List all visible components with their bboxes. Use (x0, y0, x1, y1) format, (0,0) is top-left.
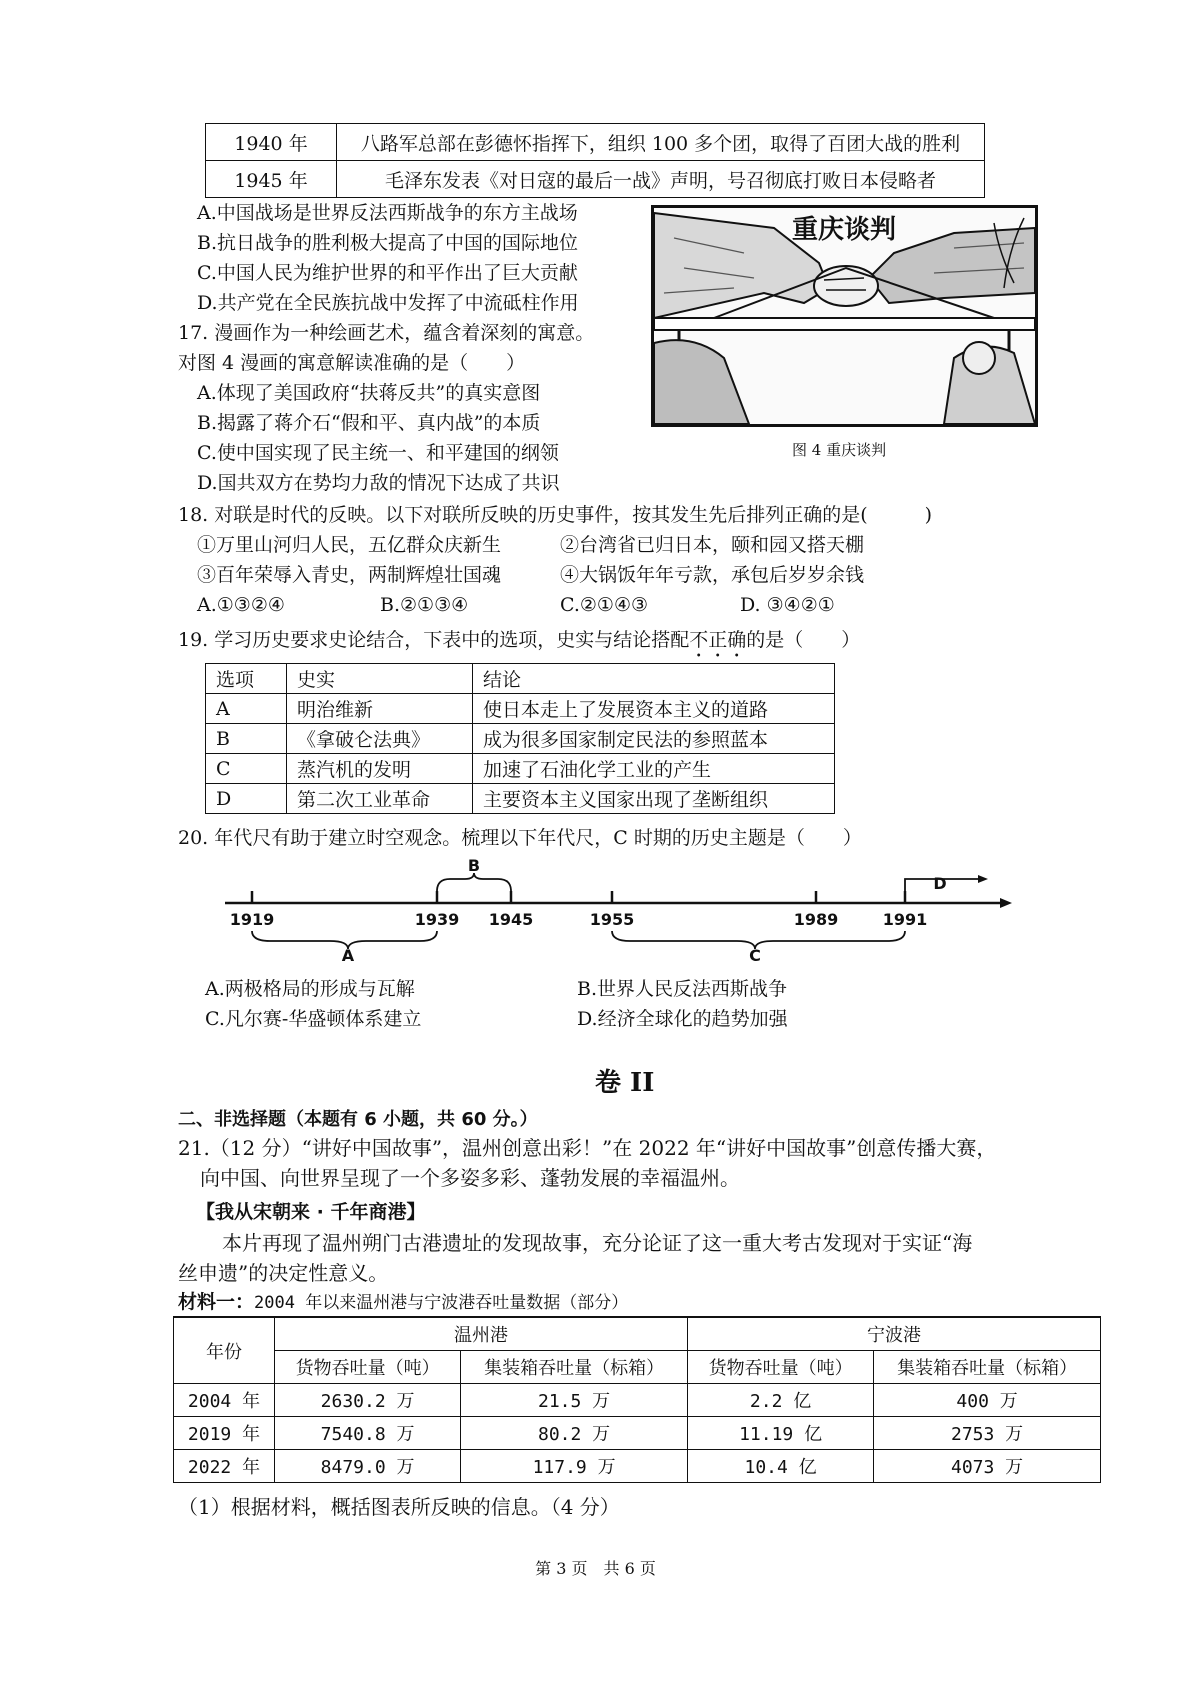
table-row (174, 1384, 1101, 1417)
q16-option-b: B.抗日战争的胜利极大提高了中国的国际地位 (197, 232, 579, 254)
q20-option-a: A.两极格局的形成与瓦解 (205, 978, 415, 1000)
q18-option-b: B.②①③④ (380, 594, 469, 616)
q16-option-d: D.共产党在全民族抗战中发挥了中流砥柱作用 (197, 292, 579, 314)
bracket-b (437, 873, 511, 891)
year-cell: 2019 年 (174, 1417, 275, 1450)
subheader-container-nb: 集装箱吞吐量（标箱） (874, 1351, 1101, 1384)
year-label-1989: 1989 (793, 910, 839, 929)
year-label-1939: 1939 (414, 910, 460, 929)
event-cell: 八路军总部在彭德怀指挥下，组织 100 多个团，取得了百团大战的胜利 (337, 124, 985, 161)
q20-stem: 20. 年代尺有助于建立时空观念。梳理以下年代尺，C 时期的历史主题是（ ） (178, 827, 862, 849)
data-cell: 117.9 万 (461, 1450, 688, 1483)
q16-option-a: A.中国战场是世界反法西斯战争的东方主战场 (197, 202, 578, 224)
material-caption (178, 1289, 628, 1316)
q16-option-c: C.中国人民为维护世界的和平作出了巨大贡献 (197, 262, 578, 284)
conclusion-cell: 成为很多国家制定民法的参照蓝本 (473, 724, 835, 754)
year-label-1955: 1955 (589, 910, 635, 929)
fact-cell: 明治维新 (287, 694, 473, 724)
header-wenzhou: 温州港 (275, 1317, 688, 1351)
fact-cell: 第二次工业革命 (287, 784, 473, 814)
year-label-1945: 1945 (488, 910, 534, 929)
q19-stem-pre: 19. 学习历史要求史论结合，下表中的选项，史实与结论搭配 (178, 629, 690, 651)
q19-stem-post: 的是（ ） (746, 629, 861, 651)
header-option: 选项 (206, 664, 287, 694)
year-label-1991: 1991 (882, 910, 928, 929)
data-cell: 2630.2 万 (275, 1384, 461, 1417)
paragraph-line1: 本片再现了温州朔门古港遗址的发现故事，充分论证了这一重大考古发现对于实证“海 (222, 1231, 973, 1255)
data-cell: 2.2 亿 (687, 1384, 873, 1417)
cartoon-image (651, 205, 1038, 427)
period-label-b: B (467, 856, 481, 875)
header-conclusion: 结论 (473, 664, 835, 694)
q18-couplet-4: ④大锅饭年年亏款，承包后岁岁余钱 (560, 564, 865, 586)
q18-option-c: C.②①④③ (560, 594, 649, 616)
data-cell: 400 万 (874, 1384, 1101, 1417)
q17-option-c: C.使中国实现了民主统一、和平建国的纲领 (197, 442, 559, 464)
option-cell: D (206, 784, 287, 814)
q20-option-b: B.世界人民反法西斯战争 (577, 978, 788, 1000)
q18-couplet-2: ②台湾省已归日本，颐和园又搭天棚 (560, 534, 865, 556)
year-cell: 1940 年 (206, 124, 337, 161)
part-heading: 二、非选择题（本题有 6 小题，共 60 分。） (178, 1109, 538, 1130)
table-subheader-row (174, 1351, 1101, 1384)
year-cell: 2022 年 (174, 1450, 275, 1483)
event-cell: 毛泽东发表《对日寇的最后一战》声明，号召彻底打败日本侵略者 (337, 161, 985, 198)
data-cell: 2753 万 (874, 1417, 1101, 1450)
q20-option-c: C.凡尔赛-华盛顿体系建立 (205, 1008, 422, 1030)
table-row (206, 694, 835, 724)
fact-cell: 《拿破仑法典》 (287, 724, 473, 754)
q17-option-a: A.体现了美国政府“扶蒋反共”的真实意图 (197, 382, 541, 404)
data-cell: 10.4 亿 (687, 1450, 873, 1483)
cartoon-caption: 图 4 重庆谈判 (792, 441, 887, 459)
table-header-row (174, 1317, 1101, 1351)
q19-stem-emphasis: 不正确 (689, 629, 747, 651)
data-cell: 11.19 亿 (687, 1417, 873, 1450)
q18-option-a: A.①③②④ (197, 594, 285, 616)
data-cell: 80.2 万 (461, 1417, 688, 1450)
q21-stem-line2: 向中国、向世界呈现了一个多姿多彩、蓬勃发展的幸福温州。 (200, 1166, 740, 1190)
period-label-c: C (749, 946, 761, 965)
port-throughput-table (173, 1316, 1101, 1483)
page-footer: 第 3 页 共 6 页 (535, 1559, 656, 1578)
table-row (206, 124, 985, 161)
option-cell: B (206, 724, 287, 754)
q21-sub1: （1）根据材料，概括图表所反映的信息。（4 分） (178, 1495, 620, 1519)
year-cell: 2004 年 (174, 1384, 275, 1417)
header-ningbo: 宁波港 (687, 1317, 1100, 1351)
table-row (206, 161, 985, 198)
header-fact: 史实 (287, 664, 473, 694)
data-cell: 21.5 万 (461, 1384, 688, 1417)
material-text: 2004 年以来温州港与宁波港吞吐量数据（部分） (254, 1293, 629, 1313)
data-cell: 7540.8 万 (275, 1417, 461, 1450)
table-row (174, 1417, 1101, 1450)
option-cell: C (206, 754, 287, 784)
header-year: 年份 (174, 1317, 275, 1384)
q20-option-d: D.经济全球化的趋势加强 (577, 1008, 788, 1030)
section-subtitle: 【我从宋朝来 · 千年商港】 (196, 1201, 426, 1223)
cartoon-drawing (654, 208, 1035, 424)
q18-stem: 18. 对联是时代的反映。以下对联所反映的历史事件，按其发生先后排列正确的是( ) (178, 504, 933, 526)
q19-table (205, 663, 835, 814)
subheader-container-wz: 集装箱吞吐量（标箱） (461, 1351, 688, 1384)
table-header-row (206, 664, 835, 694)
paragraph-line2: 丝申遗”的决定性意义。 (178, 1261, 389, 1285)
timeline (200, 855, 1020, 970)
material-label: 材料一： (178, 1291, 255, 1313)
q19-stem (178, 627, 860, 662)
data-cell: 4073 万 (874, 1450, 1101, 1483)
subheader-cargo-nb: 货物吞吐量（吨） (687, 1351, 873, 1384)
q17-stem-line2: 对图 4 漫画的寓意解读准确的是（ ） (178, 352, 526, 374)
q17-option-d: D.国共双方在势均力敌的情况下达成了共识 (197, 472, 560, 494)
option-cell: A (206, 694, 287, 724)
table-row (174, 1450, 1101, 1483)
fact-cell: 蒸汽机的发明 (287, 754, 473, 784)
q17-option-b: B.揭露了蒋介石“假和平、真内战”的本质 (197, 412, 541, 434)
table-row (206, 754, 835, 784)
table-row (206, 724, 835, 754)
period-label-a: A (341, 946, 355, 965)
q18-couplet-1: ①万里山河归人民，五亿群众庆新生 (197, 534, 502, 556)
year-cell: 1945 年 (206, 161, 337, 198)
q18-option-d: D. ③④②① (740, 594, 835, 616)
q17-stem-line1: 17. 漫画作为一种绘画艺术，蕴含着深刻的寓意。 (178, 322, 595, 344)
period-label-d: D (933, 874, 947, 893)
subheader-cargo-wz: 货物吞吐量（吨） (275, 1351, 461, 1384)
conclusion-cell: 加速了石油化学工业的产生 (473, 754, 835, 784)
conclusion-cell: 使日本走上了发展资本主义的道路 (473, 694, 835, 724)
year-label-1919: 1919 (229, 910, 275, 929)
table-row (206, 784, 835, 814)
part-title: 卷 II (595, 1068, 655, 1098)
q21-stem-line1: 21.（12 分）“讲好中国故事”，温州创意出彩！”在 2022 年“讲好中国故事”创意传播大赛， (178, 1136, 997, 1160)
q18-couplet-3: ③百年荣辱入青史，两制辉煌壮国魂 (197, 564, 502, 586)
cartoon-title: 重庆谈判 (791, 215, 897, 245)
conclusion-cell: 主要资本主义国家出现了垄断组织 (473, 784, 835, 814)
events-table (205, 123, 985, 198)
data-cell: 8479.0 万 (275, 1450, 461, 1483)
timeline-arrowhead (1000, 898, 1012, 908)
